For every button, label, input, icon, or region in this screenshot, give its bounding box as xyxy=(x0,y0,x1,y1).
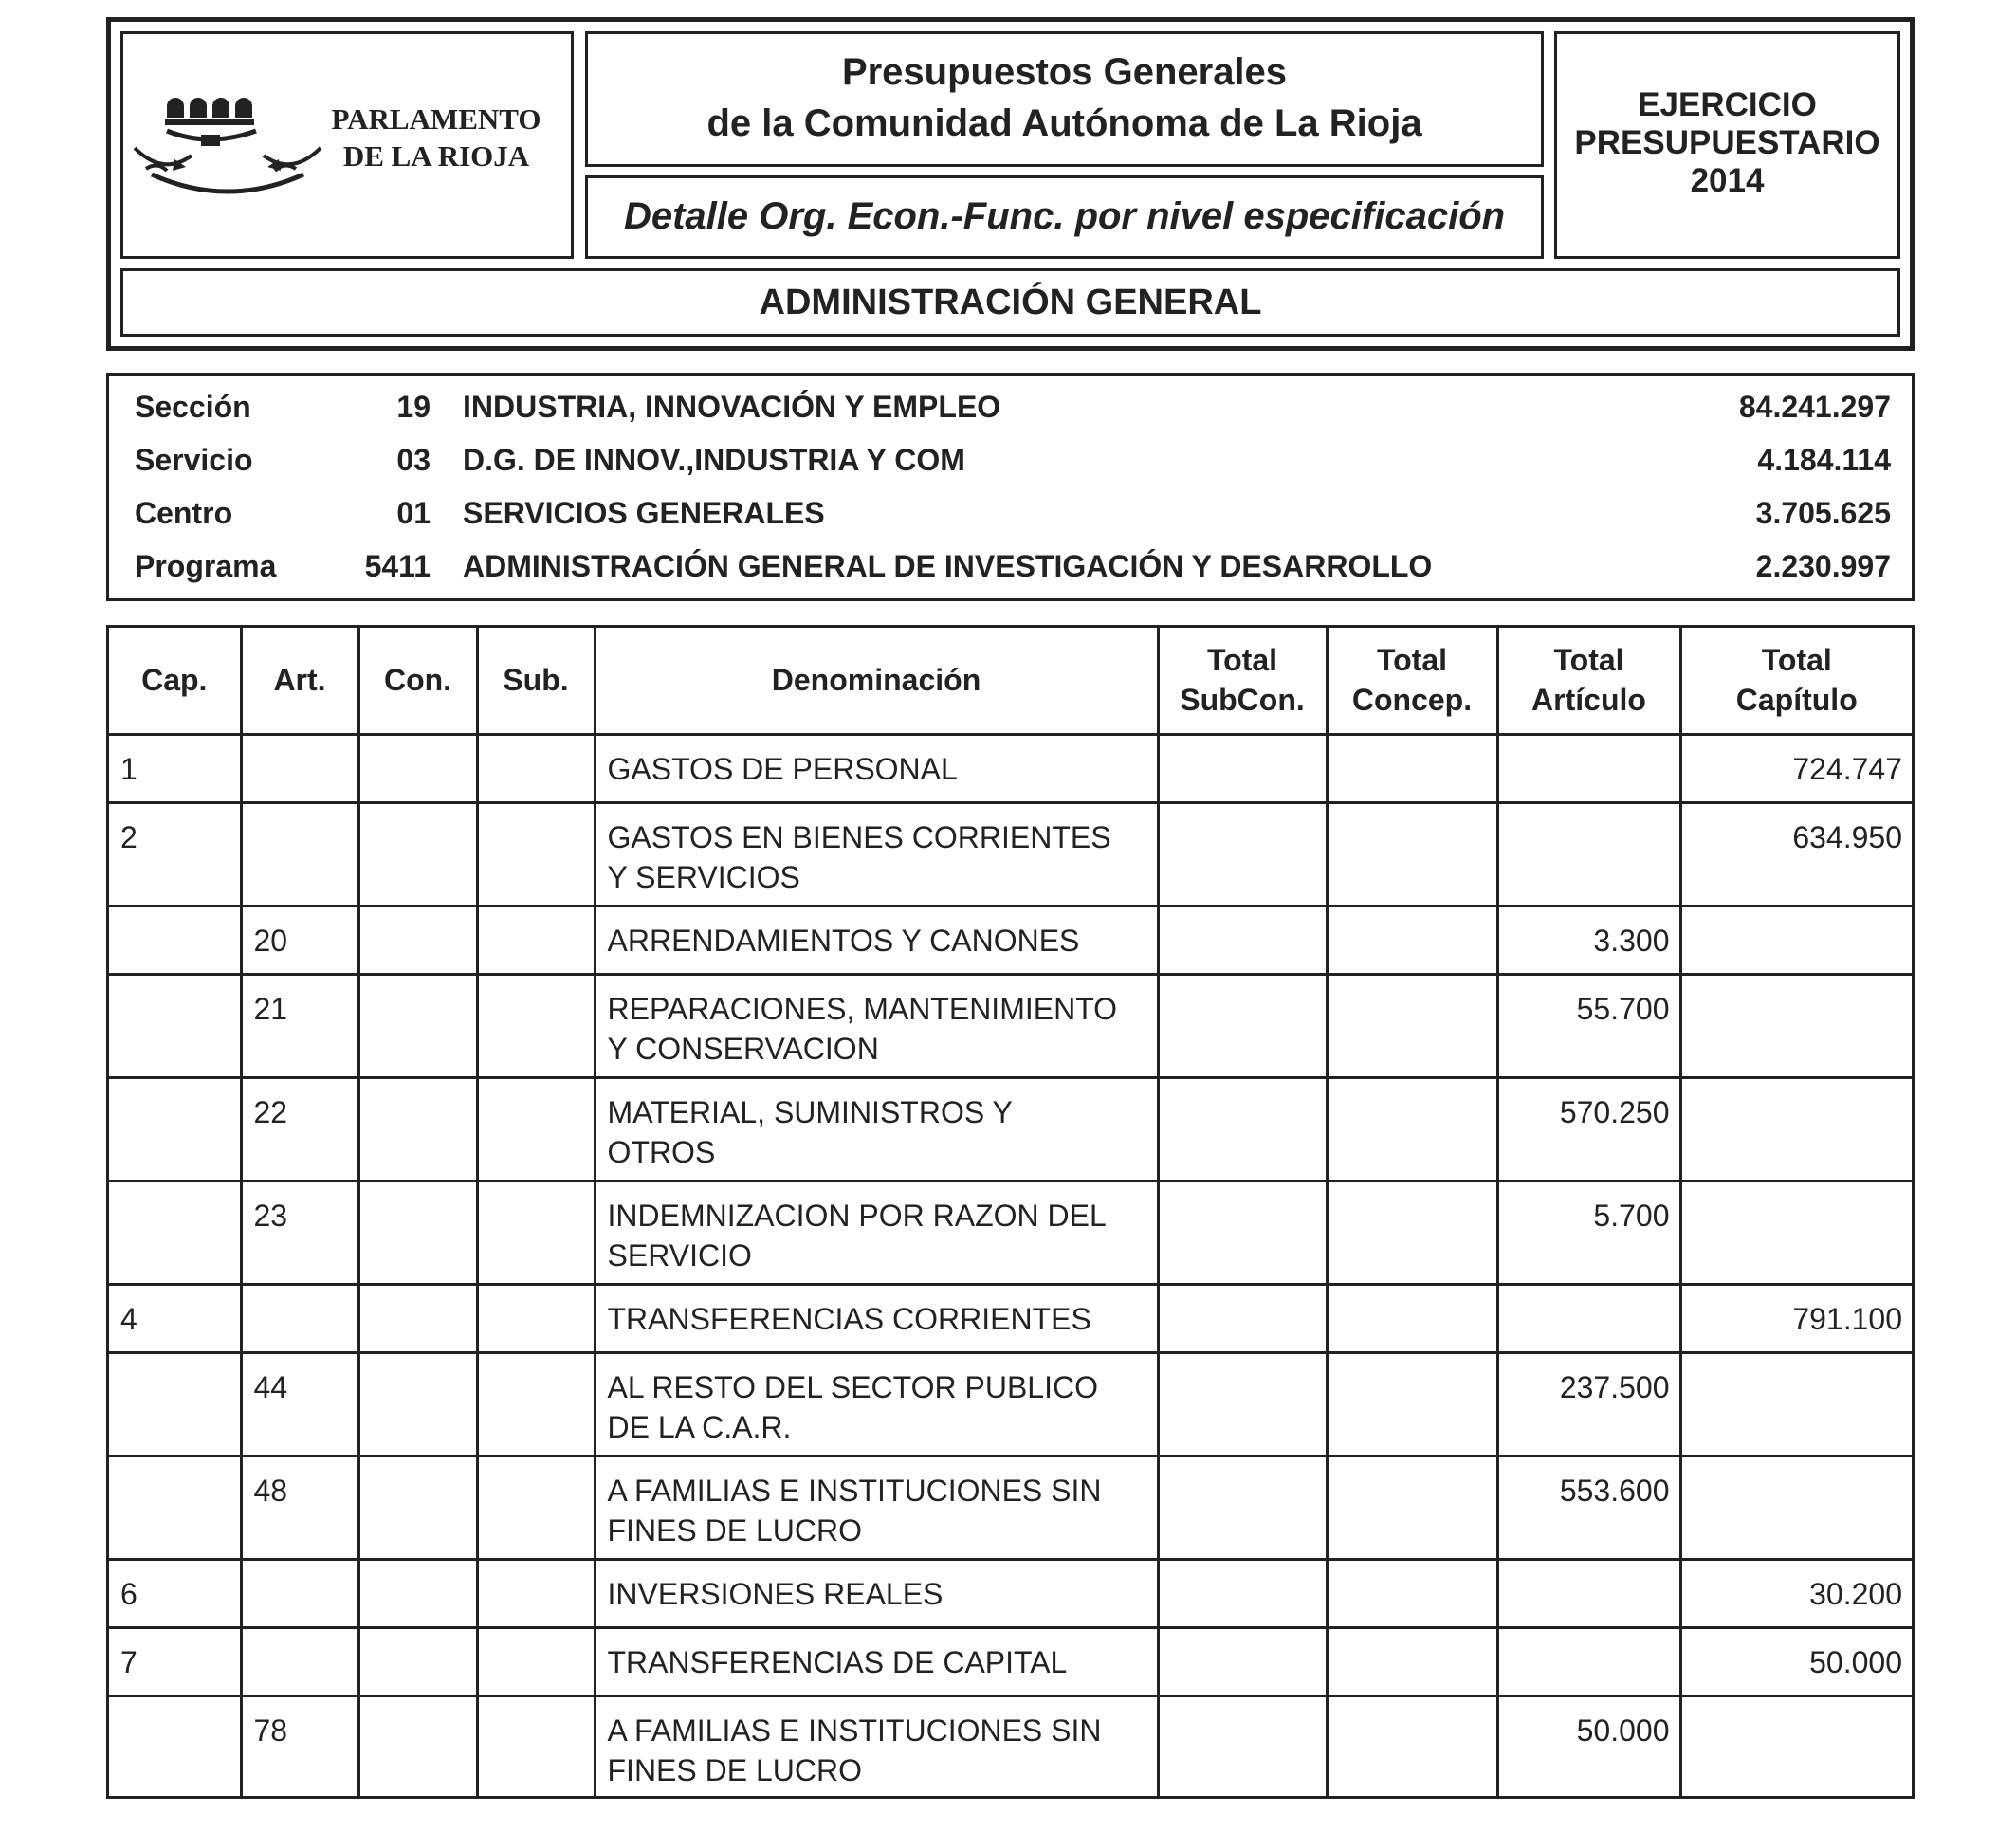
table-row xyxy=(109,1352,1912,1456)
cell-sub xyxy=(477,1559,595,1627)
cell-den: GASTOS EN BIENES CORRIENTES Y SERVICIOS xyxy=(595,802,1158,906)
cell-den: ARRENDAMIENTOS Y CANONES xyxy=(595,906,1158,974)
cell-den: A FAMILIAS E INSTITUCIONES SIN FINES DE LUCRO xyxy=(595,1456,1158,1559)
parliament-emblem-icon xyxy=(133,82,322,210)
cell-capitulo xyxy=(1680,1695,1912,1799)
info-name: SERVICIOS GENERALES xyxy=(463,496,825,530)
cell-den: INVERSIONES REALES xyxy=(595,1559,1158,1627)
cell-concep xyxy=(1327,802,1497,906)
cell-concep xyxy=(1327,734,1497,802)
cell-capitulo: 724.747 xyxy=(1680,734,1912,802)
cell-con xyxy=(358,802,477,906)
cell-articulo: 570.250 xyxy=(1497,1077,1680,1181)
col-header-total-subcon: Total SubCon. xyxy=(1158,628,1327,734)
cell-concep xyxy=(1327,1559,1497,1627)
cell-art xyxy=(241,1627,358,1695)
parliament-name xyxy=(322,101,550,174)
cell-subcon xyxy=(1158,1456,1327,1559)
cell-art xyxy=(241,734,358,802)
cell-art: 78 xyxy=(241,1695,358,1799)
cell-sub xyxy=(477,1352,595,1456)
cell-sub xyxy=(477,906,595,974)
info-amount: 2.230.997 xyxy=(1755,549,1891,583)
cell-cap xyxy=(109,974,241,1077)
cell-con xyxy=(358,1352,477,1456)
cell-subcon xyxy=(1158,1695,1327,1799)
budget-table xyxy=(106,625,1915,1799)
cell-concep xyxy=(1327,1284,1497,1352)
cell-cap: 6 xyxy=(109,1559,241,1627)
cell-con xyxy=(358,1181,477,1284)
cell-art: 23 xyxy=(241,1181,358,1284)
cell-subcon xyxy=(1158,1352,1327,1456)
cell-subcon xyxy=(1158,974,1327,1077)
cell-cap xyxy=(109,1695,241,1799)
cell-con xyxy=(358,1077,477,1181)
col-header-con: Con. xyxy=(358,628,477,734)
logo-line1: PARLAMENTO xyxy=(331,102,541,136)
fiscal-year-panel xyxy=(1554,31,1900,259)
cell-den: INDEMNIZACION POR RAZON DEL SERVICIO xyxy=(595,1181,1158,1284)
cell-den: TRANSFERENCIAS CORRIENTES xyxy=(595,1284,1158,1352)
table-row xyxy=(109,906,1912,974)
cell-art: 48 xyxy=(241,1456,358,1559)
document-subtitle: Detalle Org. Econ.-Func. por nivel especificación xyxy=(623,195,1506,237)
cell-subcon xyxy=(1158,1284,1327,1352)
logo-panel xyxy=(120,31,574,259)
table-row xyxy=(109,1284,1912,1352)
info-row-servicio xyxy=(109,443,1912,488)
table-row xyxy=(109,1456,1912,1559)
cell-capitulo xyxy=(1680,1077,1912,1181)
info-code: 01 xyxy=(396,496,431,530)
cell-cap xyxy=(109,906,241,974)
document-title-line2: de la Comunidad Autónoma de La Rioja xyxy=(706,102,1422,144)
cell-articulo: 5.700 xyxy=(1497,1181,1680,1284)
info-code: 19 xyxy=(396,390,431,424)
fiscal-year-value: 2014 xyxy=(1690,162,1765,199)
cell-concep xyxy=(1327,1695,1497,1799)
cell-cap xyxy=(109,1077,241,1181)
cell-con xyxy=(358,734,477,802)
cell-art xyxy=(241,1284,358,1352)
table-row xyxy=(109,1559,1912,1627)
cell-articulo: 50.000 xyxy=(1497,1695,1680,1799)
cell-sub xyxy=(477,1627,595,1695)
info-amount: 3.705.625 xyxy=(1755,496,1891,530)
cell-con xyxy=(358,1627,477,1695)
cell-den: TRANSFERENCIAS DE CAPITAL xyxy=(595,1627,1158,1695)
info-name: INDUSTRIA, INNOVACIÓN Y EMPLEO xyxy=(463,390,1001,424)
info-code: 5411 xyxy=(364,549,431,583)
cell-art: 21 xyxy=(241,974,358,1077)
document-title-line1: Presupuestos Generales xyxy=(841,51,1288,93)
cell-con xyxy=(358,1559,477,1627)
table-row xyxy=(109,1077,1912,1181)
cell-subcon xyxy=(1158,734,1327,802)
cell-articulo xyxy=(1497,1627,1680,1695)
cell-sub xyxy=(477,1181,595,1284)
title-panel xyxy=(585,31,1544,167)
cell-capitulo xyxy=(1680,1352,1912,1456)
col-header-total-articulo: Total Artículo xyxy=(1497,628,1680,734)
cell-subcon xyxy=(1158,906,1327,974)
col-header-sub: Sub. xyxy=(477,628,595,734)
info-code: 03 xyxy=(396,443,431,477)
cell-sub xyxy=(477,1284,595,1352)
cell-concep xyxy=(1327,1077,1497,1181)
cell-con xyxy=(358,1456,477,1559)
cell-concep xyxy=(1327,974,1497,1077)
col-header-denominacion: Denominación xyxy=(595,628,1158,734)
cell-subcon xyxy=(1158,1181,1327,1284)
info-row-programa xyxy=(109,549,1912,595)
info-label: Servicio xyxy=(135,443,253,477)
cell-con xyxy=(358,974,477,1077)
cell-cap xyxy=(109,1352,241,1456)
cell-articulo: 553.600 xyxy=(1497,1456,1680,1559)
cell-articulo: 237.500 xyxy=(1497,1352,1680,1456)
cell-capitulo xyxy=(1680,1456,1912,1559)
table-row xyxy=(109,1181,1912,1284)
cell-art: 22 xyxy=(241,1077,358,1181)
info-name: D.G. DE INNOV.,INDUSTRIA Y COM xyxy=(463,443,965,477)
cell-subcon xyxy=(1158,802,1327,906)
info-label: Centro xyxy=(135,496,233,530)
info-amount: 4.184.114 xyxy=(1757,443,1891,477)
col-header-cap: Cap. xyxy=(109,628,241,734)
cell-articulo xyxy=(1497,802,1680,906)
info-name: ADMINISTRACIÓN GENERAL DE INVESTIGACIÓN Y DESARROLLO xyxy=(463,549,1433,583)
cell-sub xyxy=(477,1077,595,1181)
cell-den: GASTOS DE PERSONAL xyxy=(595,734,1158,802)
cell-cap xyxy=(109,1181,241,1284)
cell-capitulo: 791.100 xyxy=(1680,1284,1912,1352)
cell-capitulo xyxy=(1680,974,1912,1077)
table-row xyxy=(109,974,1912,1077)
cell-con xyxy=(358,906,477,974)
cell-art: 44 xyxy=(241,1352,358,1456)
cell-concep xyxy=(1327,1456,1497,1559)
cell-sub xyxy=(477,802,595,906)
table-row xyxy=(109,1695,1912,1799)
info-label: Sección xyxy=(135,390,251,424)
col-header-total-concep: Total Concep. xyxy=(1327,628,1497,734)
cell-art: 20 xyxy=(241,906,358,974)
fiscal-year-label2: PRESUPUESTARIO xyxy=(1574,124,1880,161)
fiscal-year-label1: EJERCICIO xyxy=(1638,86,1817,123)
cell-art xyxy=(241,802,358,906)
cell-cap: 1 xyxy=(109,734,241,802)
cell-articulo: 3.300 xyxy=(1497,906,1680,974)
cell-con xyxy=(358,1284,477,1352)
cell-articulo xyxy=(1497,1559,1680,1627)
cell-capitulo: 50.000 xyxy=(1680,1627,1912,1695)
col-header-art: Art. xyxy=(241,628,358,734)
cell-articulo xyxy=(1497,734,1680,802)
table-row xyxy=(109,802,1912,906)
logo-line2: DE LA RIOJA xyxy=(342,139,530,173)
cell-subcon xyxy=(1158,1077,1327,1181)
cell-sub xyxy=(477,734,595,802)
info-row-centro xyxy=(109,496,1912,541)
cell-concep xyxy=(1327,906,1497,974)
cell-capitulo: 30.200 xyxy=(1680,1559,1912,1627)
cell-cap: 4 xyxy=(109,1284,241,1352)
cell-capitulo: 634.950 xyxy=(1680,802,1912,906)
cell-articulo: 55.700 xyxy=(1497,974,1680,1077)
cell-den: A FAMILIAS E INSTITUCIONES SIN FINES DE LUCRO xyxy=(595,1695,1158,1799)
cell-subcon xyxy=(1158,1627,1327,1695)
info-amount: 84.241.297 xyxy=(1738,390,1891,424)
cell-articulo xyxy=(1497,1284,1680,1352)
cell-concep xyxy=(1327,1352,1497,1456)
cell-concep xyxy=(1327,1181,1497,1284)
section-title: ADMINISTRACIÓN GENERAL xyxy=(759,283,1262,322)
info-label: Programa xyxy=(135,549,277,583)
cell-sub xyxy=(477,1456,595,1559)
table-header-row xyxy=(109,628,1912,734)
cell-capitulo xyxy=(1680,1181,1912,1284)
cell-cap xyxy=(109,1456,241,1559)
col-header-total-capitulo: Total Capítulo xyxy=(1680,628,1912,734)
cell-capitulo xyxy=(1680,906,1912,974)
cell-subcon xyxy=(1158,1559,1327,1627)
cell-den: REPARACIONES, MANTENIMIENTO Y CONSERVACION xyxy=(595,974,1158,1077)
cell-sub xyxy=(477,1695,595,1799)
table-row xyxy=(109,1627,1912,1695)
info-row-seccion xyxy=(109,390,1912,435)
section-title-panel xyxy=(120,268,1900,337)
table-row xyxy=(109,734,1912,802)
subtitle-panel xyxy=(585,175,1544,259)
classification-info xyxy=(106,373,1915,601)
cell-con xyxy=(358,1695,477,1799)
cell-cap: 2 xyxy=(109,802,241,906)
cell-den: MATERIAL, SUMINISTROS Y OTROS xyxy=(595,1077,1158,1181)
cell-sub xyxy=(477,974,595,1077)
cell-art xyxy=(241,1559,358,1627)
cell-den: AL RESTO DEL SECTOR PUBLICO DE LA C.A.R. xyxy=(595,1352,1158,1456)
cell-cap: 7 xyxy=(109,1627,241,1695)
cell-concep xyxy=(1327,1627,1497,1695)
